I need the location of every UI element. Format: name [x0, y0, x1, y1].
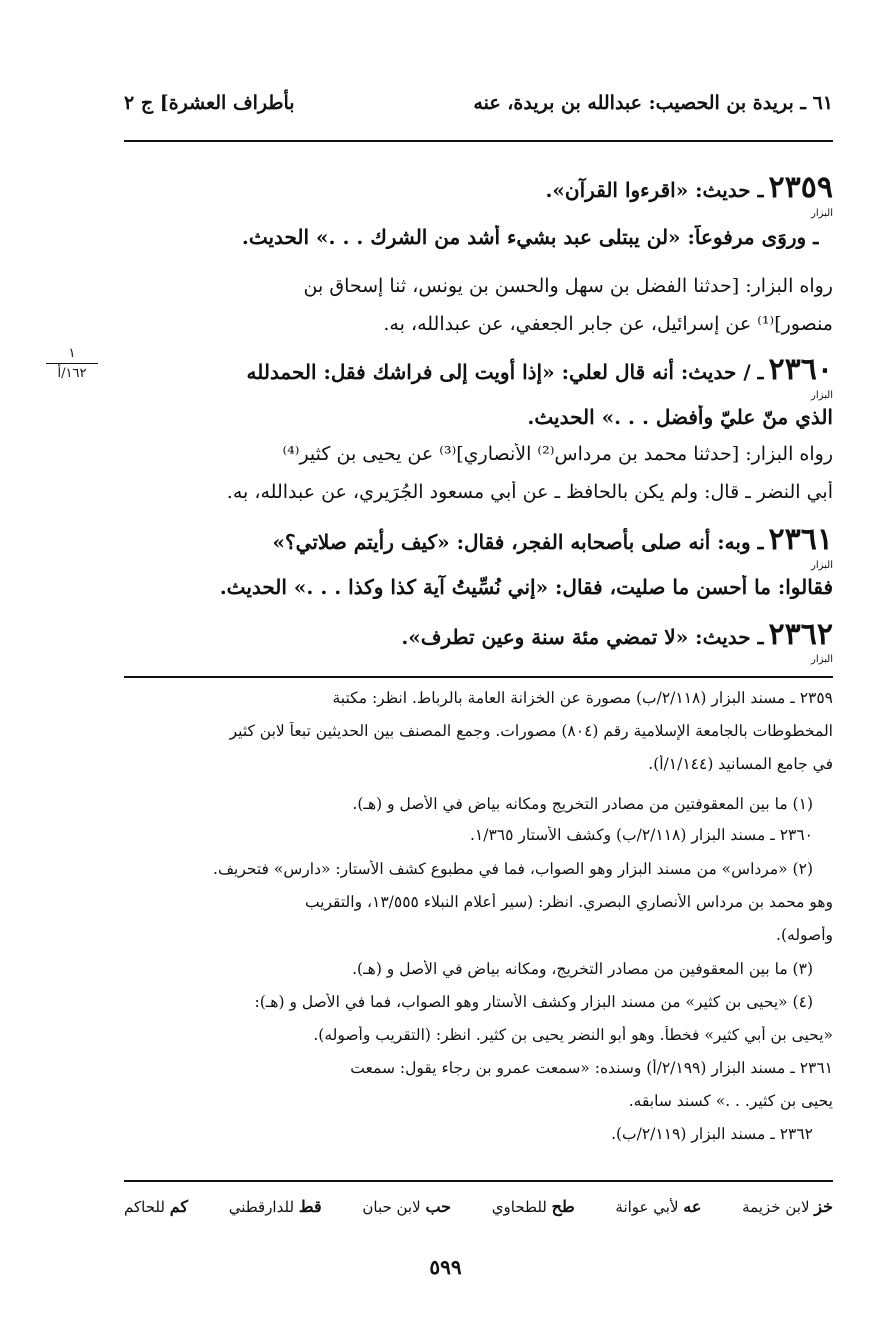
siglum	[615, 1197, 701, 1216]
footnote-line: (٤) «يحيى بن كثير» من مسند البزار وكشف الأستار وهو الصواب، فما في الأصل و (هـ):	[254, 993, 813, 1011]
hadith-chain: رواه البزار: [حدثنا الفضل بن سهل والحسن بن يونس، ثنا إسحاق بن	[303, 275, 833, 297]
hadith-2360-heading	[124, 352, 833, 387]
manuscript-folio-ref	[46, 346, 98, 381]
siglum	[124, 1197, 188, 1216]
siglum	[742, 1197, 833, 1216]
sigla-legend	[124, 1197, 833, 1216]
page-number: ٥٩٩	[429, 1255, 462, 1279]
source-tag: البزار	[811, 654, 833, 665]
siglum-abbr: كم	[169, 1197, 188, 1216]
running-header-chapter: بأطراف العشرة] ج ٢	[124, 92, 295, 114]
hadith-chain: أبي النضر ـ قال: ولم يكن بالحافظ ـ عن أبي مسعود الجُرَيري، عن عبدالله، به.	[226, 481, 833, 503]
footnote-line: وأصوله).	[776, 926, 833, 944]
siglum-name: للدارقطني	[228, 1198, 295, 1216]
hadith-text: ـ حديث: «لا تمضي مئة سنة وعين تطرف».	[401, 625, 764, 649]
siglum-name: لابن حبان	[362, 1198, 421, 1216]
siglum-name: لأبي عوانة	[615, 1198, 679, 1216]
siglum	[362, 1197, 451, 1216]
running-header-title: ٦١ ـ بريدة بن الحصيب: عبدالله بن بريدة، عنه	[473, 92, 833, 114]
footnote-line: يحيى بن كثير. . .» كسند سابقه.	[628, 1092, 833, 1110]
footnote-line: وهو محمد بن مرداس الأنصاري البصري. انظر: (سير أعلام النبلاء ١٣/٥٥٥، والتقريب	[304, 893, 833, 911]
footnote-line: «يحيى بن أبي كثير» فخطأ. وهو أبو النضر يحيى بن كثير. انظر: (التقريب وأصوله).	[313, 1026, 833, 1044]
hadith-2361-heading	[124, 522, 833, 557]
source-tag: البزار	[811, 560, 833, 571]
notes-rule	[124, 676, 833, 678]
siglum	[492, 1197, 575, 1216]
footnote-line: في جامع المسانيد (١/١٤٤/أ).	[648, 755, 833, 773]
hadith-text: ـ حديث: «اقرءوا القرآن».	[545, 178, 764, 202]
hadith-text: ـ / حديث: أنه قال لعلي: «إذا أويت إلى فراشك فقل: الحمدلله	[246, 360, 764, 384]
folio-bottom: ١٦٢/أ	[57, 366, 87, 381]
siglum-abbr: طح	[551, 1197, 575, 1216]
hadith-text: الذي منّ عليّ وأفضل . . .» الحديث.	[527, 405, 833, 429]
siglum-abbr: حب	[425, 1197, 452, 1216]
footnote-line: (٢) «مرداس» من مسند البزار وهو الصواب، فما في مطبوع كشف الأستار: «دارس» فتحريف.	[213, 860, 813, 878]
siglum-name: للطحاوي	[491, 1198, 547, 1216]
hadith-text: ـ وروَى مرفوعاً: «لن يبتلى عبد بشيء أشد من الشرك . . .» الحديث.	[241, 225, 819, 249]
hadith-2362-heading	[124, 617, 833, 652]
hadith-number: ٢٣٦٠	[768, 352, 833, 387]
source-tag: البزار	[811, 390, 833, 401]
hadith-text: فقالوا: ما أحسن ما صليت، فقال: «إني نُسِّيتُ آية كذا وكذا . . .» الحديث.	[219, 575, 833, 599]
folio-top: ١	[68, 346, 76, 361]
footnote-line: (٣) ما بين المعقوفين من مصادر التخريج، ومكانه بياض في الأصل و (هـ).	[352, 960, 813, 978]
siglum-name: لابن خزيمة	[742, 1198, 810, 1216]
hadith-text: ـ وبه: أنه صلى بأصحابه الفجر، فقال: «كيف رأيتم صلاتي؟»	[272, 530, 764, 554]
source-tag: البزار	[811, 208, 833, 219]
footnote-line: ٢٣٦٠ ـ مسند البزار (٢/١١٨/ب) وكشف الأستار ١/٣٦٥.	[469, 826, 813, 844]
siglum-abbr: قط	[298, 1197, 322, 1216]
footnote-line: ٢٣٦٢ ـ مسند البزار (٢/١١٩/ب).	[611, 1125, 813, 1143]
footnote-line: (١) ما بين المعقوفتين من مصادر التخريج ومكانه بياض في الأصل و (هـ).	[352, 795, 813, 813]
hadith-number: ٢٣٦٢	[768, 617, 833, 652]
siglum-abbr: خز	[814, 1197, 833, 1216]
hadith-number: ٢٣٦١	[768, 522, 833, 557]
folio-rule	[46, 363, 98, 364]
siglum-abbr: عه	[683, 1197, 702, 1216]
footnote-line: ٢٣٥٩ ـ مسند البزار (٢/١١٨/ب) مصورة عن الخزانة العامة بالرباط. انظر: مكتبة	[332, 689, 833, 707]
header-rule	[124, 140, 833, 142]
hadith-number: ٢٣٥٩	[768, 170, 833, 205]
siglum	[229, 1197, 322, 1216]
hadith-2359-heading	[124, 170, 833, 205]
footnote-line: ٢٣٦١ ـ مسند البزار (٢/١٩٩/أ) وسنده: «سمعت عمرو بن رجاء يقول: سمعت	[350, 1059, 833, 1077]
hadith-chain: رواه البزار: [حدثنا محمد بن مرداس⁽²⁾ الأنصاري]⁽³⁾ عن يحيى بن كثير⁽⁴⁾	[282, 443, 833, 465]
siglum-name: للحاكم	[124, 1198, 165, 1216]
footer-rule	[124, 1180, 833, 1182]
hadith-chain: منصور]⁽¹⁾ عن إسرائيل، عن جابر الجعفي، عن عبدالله، به.	[383, 313, 833, 335]
footnote-line: المخطوطات بالجامعة الإسلامية رقم (٨٠٤) مصورات. وجمع المصنف بين الحديثين تبعاً لابن كثير	[229, 722, 833, 740]
